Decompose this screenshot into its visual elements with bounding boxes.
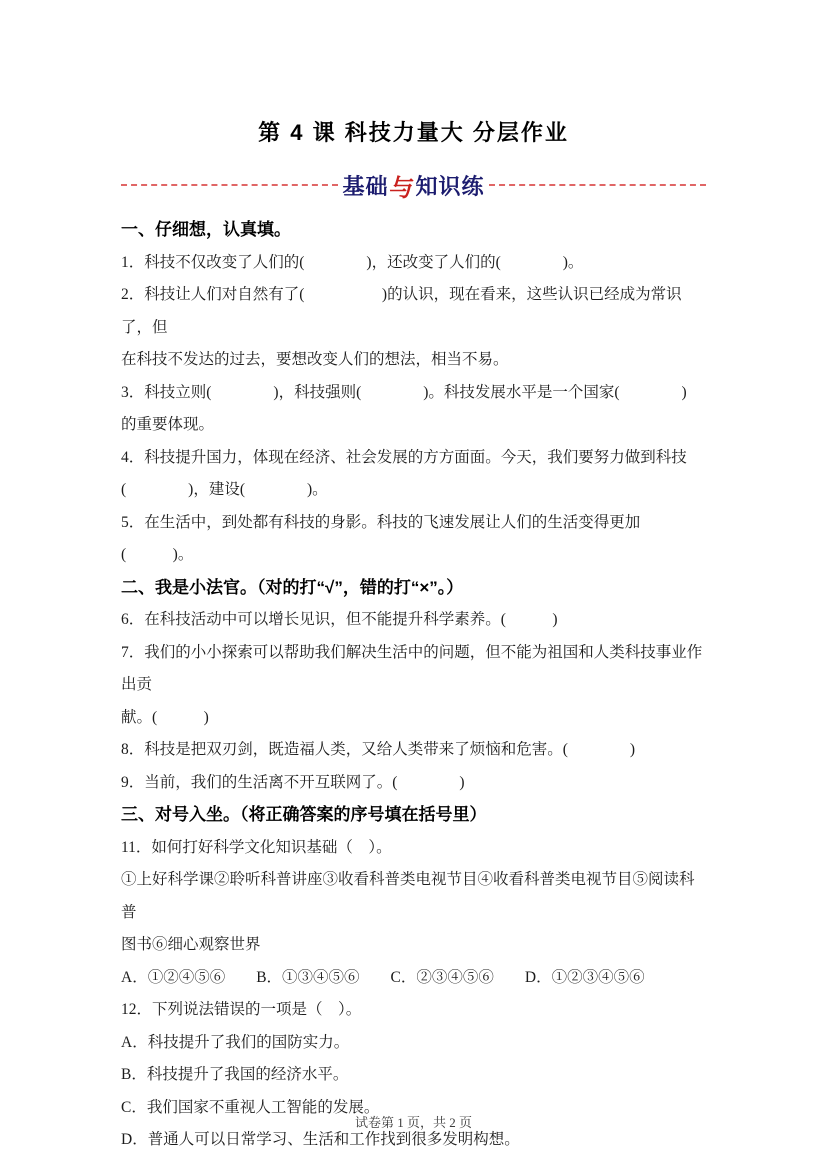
banner-title-left: 基础 <box>342 173 389 199</box>
section-1-heading: 一、仔细想，认真填。 <box>121 220 291 239</box>
choice-row: D．普通人可以日常学习、生活和工作找到很多发明构想。 <box>121 1131 520 1148</box>
question-line: 4．科技提升国力，体现在经济、社会发展的方方面面。今天，我们要努力做到科技 <box>121 448 687 466</box>
question-line: 图书⑥细心观察世界 <box>121 936 261 953</box>
yu-swirl-icon: 与 <box>387 174 416 202</box>
question-line: 2．科技让人们对自然有了( )的认识，现在看来，这些认识已经成为常识了，但 <box>121 286 682 336</box>
question-line: 1．科技不仅改变了人们的( )，还改变了人们的( )。 <box>121 253 584 271</box>
page-footer: 试卷第 1 页，共 2 页 <box>354 1115 472 1130</box>
section-3-heading: 三、对号入坐。（将正确答案的序号填在括号里） <box>121 805 487 824</box>
banner-dash-left <box>121 184 338 186</box>
banner-dash-right <box>489 184 706 186</box>
choice-row: B．科技提升了我国的经济水平。 <box>121 1066 349 1083</box>
question-line: ( )，建设( )。 <box>121 481 328 498</box>
banner-title <box>338 168 488 203</box>
section-2-heading: 二、我是小法官。（对的打“√”，错的打“×”。） <box>121 577 464 597</box>
question-line: ①上好科学课②聆听科普讲座③收看科普类电视节目④收看科普类电视节目⑤阅读科普 <box>121 871 695 921</box>
choice-row: A．科技提升了我们的国防实力。 <box>121 1033 350 1051</box>
question-line: 的重要体现。 <box>121 416 215 433</box>
question-line: 3．科技立则( )，科技强则( )。科技发展水平是一个国家( ) <box>121 383 687 401</box>
question-line: 5．在生活中，到处都有科技的身影。科技的飞速发展让人们的生活变得更加( )。 <box>121 513 641 563</box>
question-line: 7．我们的小小探索可以帮助我们解决生活中的问题，但不能为祖国和人类科技事业作出贡 <box>121 643 703 693</box>
page-title: 第 4 课 科技力量大 分层作业 <box>258 120 569 145</box>
question-line: 11．如何打好科学文化知识基础（ ）。 <box>121 838 392 856</box>
question-line: 8．科技是把双刃剑，既造福人类，又给人类带来了烦恼和危害。( ) <box>121 741 636 758</box>
choice-row: A．①②④⑤⑥ B．①③④⑤⑥ C．②③④⑤⑥ D．①②③④⑤⑥ <box>121 968 645 986</box>
question-line: 12．下列说法错误的一项是（ ）。 <box>121 1001 362 1018</box>
question-line: 献。( ) <box>121 708 209 726</box>
question-line: 6．在科技活动中可以增长见识，但不能提升科学素养。( ) <box>121 611 558 628</box>
question-line: 在科技不发达的过去，要想改变人们的想法，相当不易。 <box>121 351 509 368</box>
section-banner <box>121 170 706 200</box>
choice-row: C．我们国家不重视人工智能的发展。 <box>121 1098 380 1116</box>
question-line: 9．当前，我们的生活离不开互联网了。( ) <box>121 773 465 791</box>
banner-title-right: 知识练 <box>415 173 485 199</box>
